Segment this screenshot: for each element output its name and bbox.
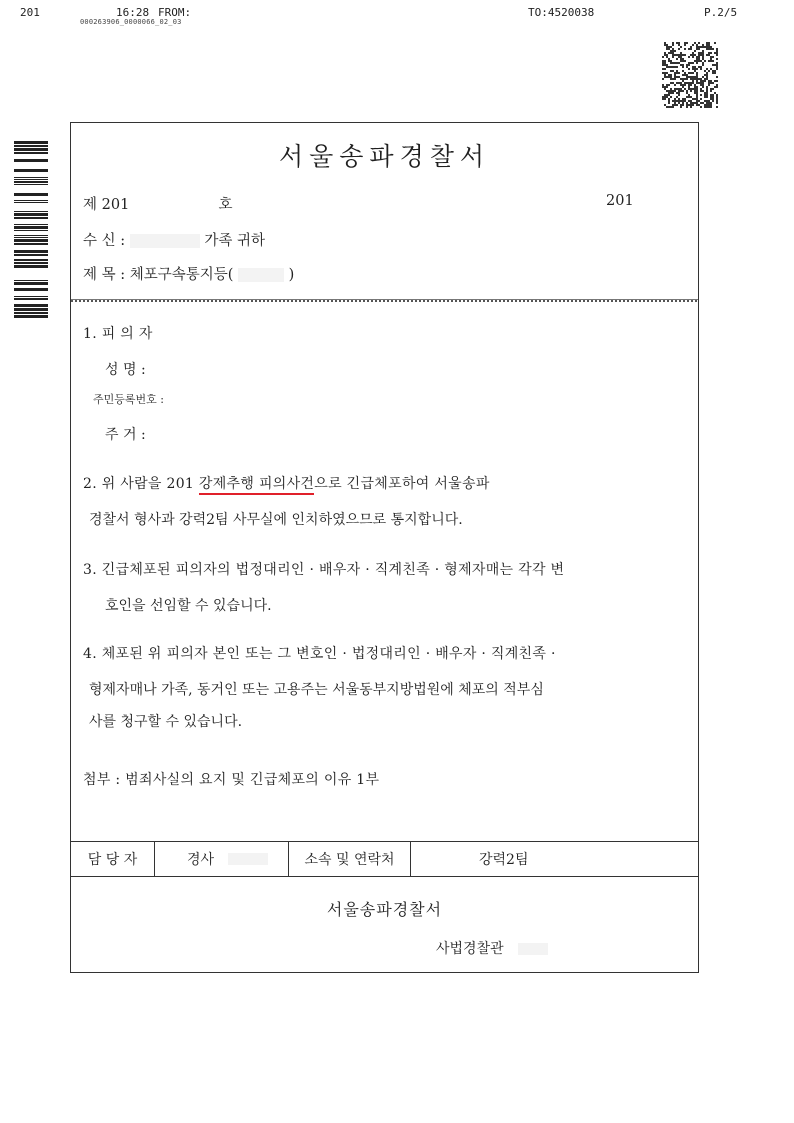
item4-line1: 4. 체포된 위 피의자 본인 또는 그 변호인 · 법정대리인 · 배우자 · 직계친족 · [83, 646, 556, 662]
item2-suffix: 으로 긴급체포하여 서울송파 [314, 476, 490, 492]
fax-sub-id: 000263906_0000066_02_03 [80, 18, 182, 26]
fax-from: FROM: [158, 6, 192, 19]
number-suffix: 호 [218, 197, 233, 213]
address-label: 주 거 : [105, 427, 146, 443]
team-name: 강력2팀 [479, 852, 529, 868]
contact-label: 소속 및 연락처 [289, 842, 411, 876]
item2-prefix: 2. 위 사람을 201 [83, 476, 195, 492]
redacted-officer-name [228, 853, 268, 865]
item1-heading: 1. 피 의 자 [83, 326, 153, 342]
item3-line1: 3. 긴급체포된 피의자의 법정대리인 · 배우자 · 직계친족 · 형제자매는 각각 변 [83, 562, 565, 578]
fax-time: 16:28 [116, 6, 150, 19]
officer-rank-text: 경사 [187, 852, 215, 868]
item4-line3: 사를 청구할 수 있습니다. [89, 714, 243, 730]
qr-code-icon [662, 42, 718, 108]
item4-line2: 형제자매나 가족, 동거인 또는 고용주는 서울동부지방법원에 체포의 적부심 [89, 682, 544, 698]
officer-rank [155, 842, 289, 876]
officer-table [71, 841, 698, 877]
redacted-recipient [130, 234, 200, 248]
barcode-icon [14, 132, 48, 318]
officer-label: 담 당 자 [71, 842, 155, 876]
id-number-label: 주민등록번호 : [93, 393, 164, 406]
document-title: 서울송파경찰서 [278, 142, 491, 171]
item3-line2: 호인을 선임할 수 있습니다. [105, 598, 272, 614]
document-number [83, 193, 233, 214]
redacted-subject [238, 268, 284, 282]
subject-label: 제 목 : 체포구속통지등( [83, 267, 234, 283]
notice-document [70, 122, 699, 973]
recipient-label: 수 신 : [83, 233, 126, 249]
fax-year: 201 [20, 6, 40, 19]
recipient-row [83, 229, 265, 250]
document-date: 201 [606, 193, 634, 209]
redacted-officer-signature [518, 943, 548, 955]
attachment-note: 첨부 : 범죄사실의 요지 및 긴급체포의 이유 1부 [83, 772, 380, 788]
fax-page: P.2/5 [704, 6, 738, 19]
fax-to: TO:4520038 [528, 6, 595, 19]
number-label: 제 201 [83, 197, 130, 213]
recipient-suffix: 가족 귀하 [204, 233, 265, 249]
subject-close: ) [288, 267, 295, 283]
footer-officer [436, 938, 548, 958]
name-label: 성 명 : [105, 362, 146, 378]
crime-underlined: 강제추행 피의사건 [199, 476, 314, 495]
item2-line1 [83, 473, 490, 493]
section-divider [71, 299, 698, 302]
subject-row [83, 263, 294, 284]
item2-line2: 경찰서 형사과 강력2팀 사무실에 인치하였으므로 통지합니다. [89, 512, 463, 528]
footer-org: 서울송파경찰서 [326, 900, 443, 919]
officer-title: 사법경찰관 [436, 941, 504, 957]
